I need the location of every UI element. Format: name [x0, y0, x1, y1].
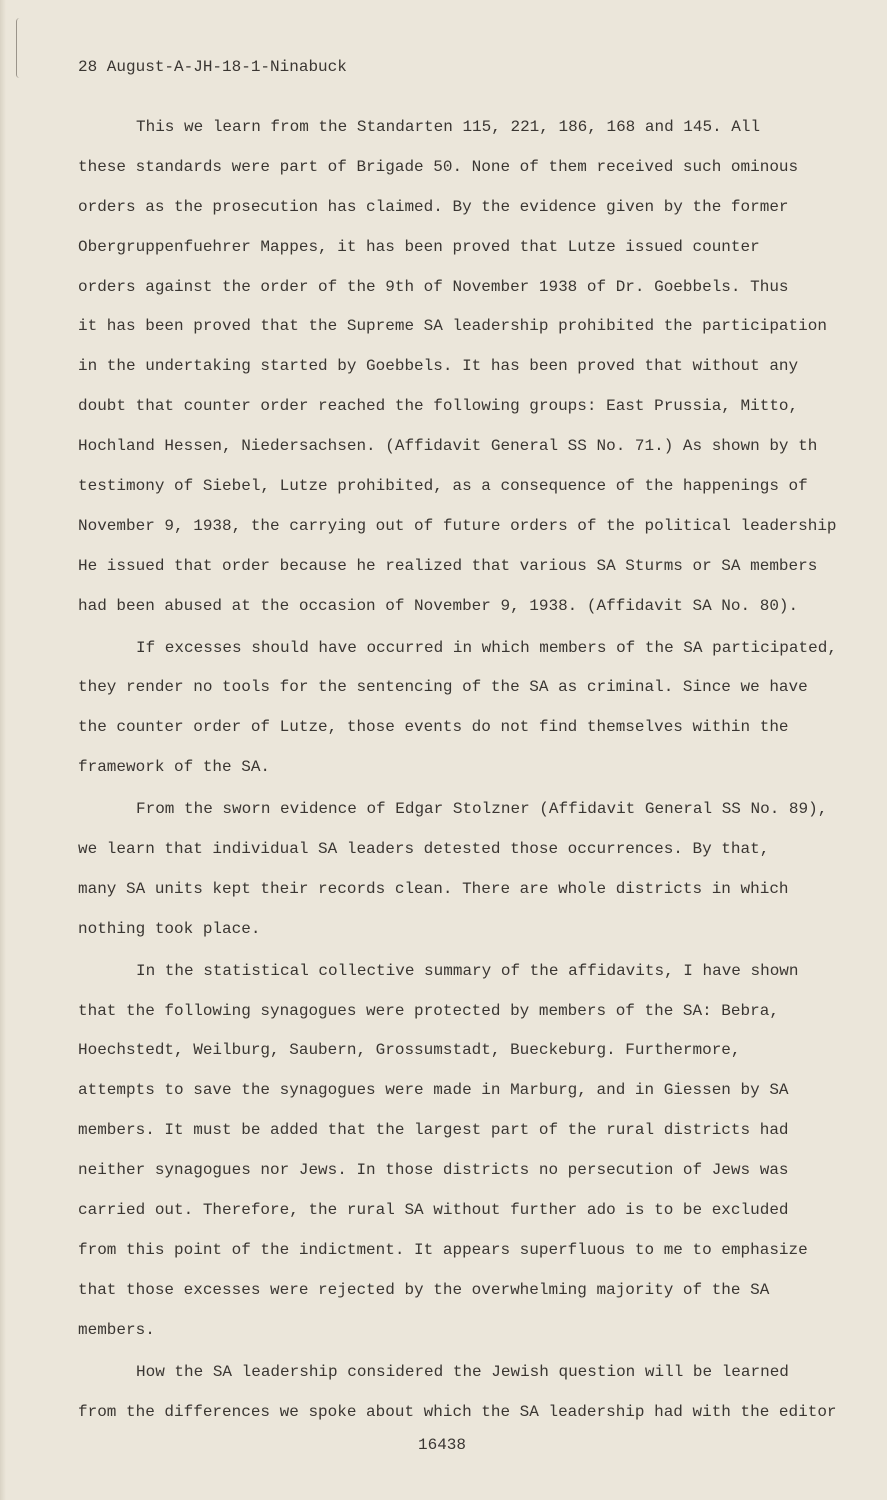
text-line: orders against the order of the 9th of November 1938 of Dr. Goebbels. Thus: [78, 277, 789, 296]
paragraph: [78, 114, 848, 633]
text-line: Obergruppenfuehrer Mappes, it has been proved that Lutze issued counter: [78, 237, 760, 256]
text-line: framework of the SA.: [78, 758, 271, 777]
text-line: Hochland Hessen, Niedersachsen. (Affidavit General SS No. 71.) As shown by th: [78, 437, 818, 456]
text-line: From the sworn evidence of Edgar Stolzner (Affidavit General SS No. 89),: [136, 800, 828, 819]
text-line: carried out. Therefore, the rural SA without further ado is to be excluded: [78, 1201, 789, 1220]
text-line: members. It must be added that the largest part of the rural districts had: [78, 1121, 789, 1140]
text-line: that the following synagogues were protected by members of the SA: Bebra,: [78, 1001, 779, 1020]
text-line: these standards were part of Brigade 50. None of them received such ominous: [78, 157, 799, 176]
text-line: How the SA leadership considered the Jewish question will be learned: [136, 1362, 789, 1381]
text-line: members.: [78, 1320, 155, 1339]
text-line: we learn that individual SA leaders detested those occurrences. By that,: [78, 840, 770, 859]
text-line: neither synagogues nor Jews. In those districts no persecution of Jews was: [78, 1161, 789, 1180]
paragraph: [78, 958, 848, 1357]
paragraph: [78, 1359, 848, 1439]
page-number: 16438: [418, 1436, 467, 1454]
text-line: had been abused at the occasion of November 9, 1938. (Affidavit SA No. 80).: [78, 596, 799, 615]
text-line: in the undertaking started by Goebbels. It has been proved that without any: [78, 357, 799, 376]
text-line: This we learn from the Standarten 115, 221, 186, 168 and 145. All: [136, 118, 761, 136]
document-body: [78, 114, 848, 1440]
paragraph: [78, 635, 848, 795]
text-line: If excesses should have occurred in which members of the SA participated,: [136, 638, 837, 657]
text-line: from this point of the indictment. It appears superfluous to me to emphasize: [78, 1240, 808, 1259]
text-line: many SA units kept their records clean. There are whole districts in which: [78, 879, 789, 898]
text-line: Hoechstedt, Weilburg, Saubern, Grossumstadt, Bueckeburg. Furthermore,: [78, 1041, 741, 1060]
document-header: 28 August-A-JH-18-1-Ninabuck: [78, 58, 347, 76]
text-line: orders as the prosecution has claimed. By the evidence given by the former: [78, 197, 789, 216]
text-line: In the statistical collective summary of the affidavits, I have shown: [136, 961, 799, 980]
text-line: it has been proved that the Supreme SA leadership prohibited the participation: [78, 317, 827, 336]
paragraph: [78, 796, 848, 956]
text-line: He issued that order because he realized that various SA Sturms or SA members: [78, 556, 818, 575]
text-line: nothing took place.: [78, 919, 261, 938]
text-line: testimony of Siebel, Lutze prohibited, as a consequence of the happenings of: [78, 477, 808, 496]
text-line: the counter order of Lutze, those events do not find themselves within the: [78, 718, 789, 737]
page-edge-shadow: [0, 0, 6, 1500]
fold-mark: [16, 18, 23, 78]
text-line: from the differences we spoke about which the SA leadership had with the editor: [78, 1402, 837, 1421]
text-line: attempts to save the synagogues were made in Marburg, and in Giessen by SA: [78, 1081, 789, 1100]
text-line: November 9, 1938, the carrying out of future orders of the political leadership: [78, 516, 837, 535]
text-line: they render no tools for the sentencing of the SA as criminal. Since we have: [78, 678, 808, 697]
text-line: that those excesses were rejected by the overwhelming majority of the SA: [78, 1280, 770, 1299]
text-line: doubt that counter order reached the following groups: East Prussia, Mitto,: [78, 397, 799, 416]
